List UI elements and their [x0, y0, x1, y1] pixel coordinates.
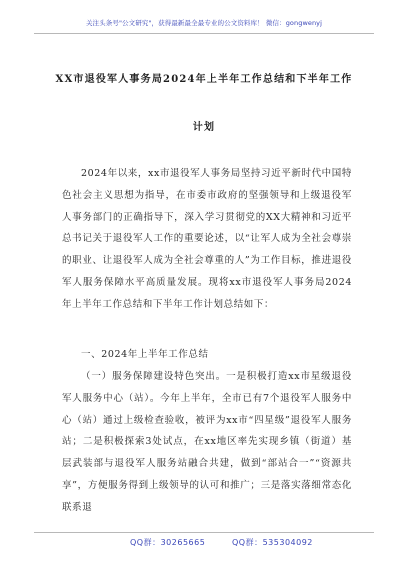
- intro-paragraph-text: 2024年以来，xx市退役军人事务局坚持习近平新时代中国特色社会主义思想为指导，在市委市政府的坚强领导和上级退役军人事务部门的正确指导下，深入学习贯彻党的XX大精神和习近平总书记关于退役军人工作的重要论述，以“让军人成为全社会尊崇的职业、让退役军人成为全社会尊重的人”为工作目标，推进退役军人服务保障水平高质量发展。现将xx市退役军人事务局2024年上半年工作总结和下半年工作计划总结如下：: [62, 168, 352, 310]
- document-title-continued: 计划: [192, 122, 216, 133]
- footer-qq-group-2: QQ群：535304092: [232, 538, 313, 547]
- header-divider: [34, 33, 374, 34]
- section-paragraph: [62, 366, 352, 519]
- intro-paragraph: [62, 163, 352, 316]
- document-title: XX市退役军人事务局2024年上半年工作总结和下半年工作: [55, 74, 353, 85]
- header-banner: 关注头条号"公文研究"，获得最新最全最专业的公文资料库！ 微信：gongwenyj: [85, 19, 323, 27]
- footer-divider: [34, 532, 374, 533]
- footer-qq-group-1: QQ群：30265665: [130, 538, 206, 547]
- section-paragraph-text: （一）服务保障建设特色突出。一是积极打造xx市星级退役军人服务中心（站）。今年上半年，全市已有7个退役军人服务中心（站）通过上级检查验收，被评为xx市“四星级”退役军人服务站；二是积极探索3处试点，在xx地区率先实现乡镇（街道）基层武装部与退役军人服务站融合共建，做到“部站合一”“资源共享”，方便服务得到上级领导的认可和推广；三是落实落细常态化联系退: [62, 371, 352, 513]
- section-heading: 一、2024年上半年工作总结: [81, 349, 209, 360]
